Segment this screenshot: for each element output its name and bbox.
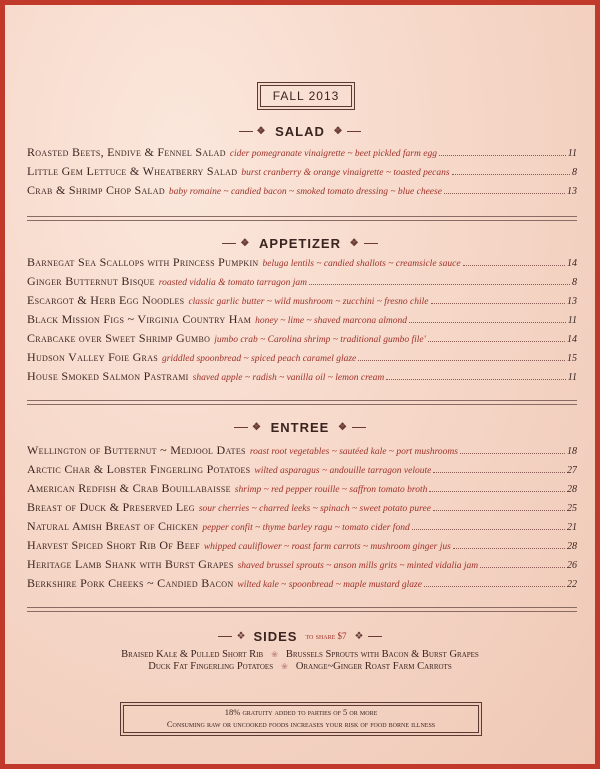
- section-title: SALAD: [275, 124, 325, 140]
- dish-name: Roasted Beets, Endive & Fennel Salad: [27, 145, 226, 159]
- dish-name: House Smoked Salmon Pastrami: [27, 369, 189, 383]
- dish-price: 27: [567, 465, 577, 476]
- leader-dots: [386, 379, 565, 380]
- menu-item: [27, 274, 577, 293]
- menu-item: [27, 331, 577, 350]
- ornament-line: [234, 427, 248, 428]
- sides-row: [5, 661, 595, 672]
- dish-price: 14: [567, 334, 577, 345]
- ornament-icon: ❖: [349, 238, 360, 250]
- leader-dots: [428, 341, 565, 342]
- menu-item: [27, 519, 577, 538]
- dish-price: 13: [567, 296, 577, 307]
- side-item: Braised Kale & Pulled Short Rib: [121, 649, 264, 660]
- menu-item: [27, 443, 577, 462]
- menu-item: [27, 500, 577, 519]
- dish-description: burst cranberry & orange vinaigrette ~ toasted pecans: [241, 168, 450, 178]
- dish-price: 28: [567, 541, 577, 552]
- dish-price: 21: [567, 522, 577, 533]
- dish-name: Ginger Butternut Bisque: [27, 274, 155, 288]
- dish-description: cider pomegranate vinaigrette ~ beet pickled farm egg: [229, 149, 437, 159]
- footer-notice: [123, 705, 479, 733]
- dish-name: Natural Amish Breast of Chicken: [27, 519, 199, 533]
- dish-price: 13: [567, 186, 577, 197]
- leader-dots: [480, 567, 565, 568]
- ornament-icon: ❖: [236, 630, 246, 642]
- dish-description: whipped cauliflower ~ roast farm carrots ~ mushroom ginger jus: [203, 542, 451, 552]
- ornament-line: [239, 131, 253, 132]
- sides-row: [5, 649, 595, 660]
- dish-price: 8: [572, 277, 577, 288]
- leader-dots: [460, 453, 565, 454]
- dish-name: Barnegat Sea Scallops with Princess Pumpkin: [27, 255, 259, 269]
- dish-description: classic garlic butter ~ wild mushroom ~ zucchini ~ fresno chile: [188, 297, 429, 307]
- dish-description: sour cherries ~ charred leeks ~ spinach ~ sweet potato puree: [198, 504, 431, 514]
- dish-name: Arctic Char & Lobster Fingerling Potatoes: [27, 462, 251, 476]
- separator-icon: ❀: [281, 662, 288, 671]
- leader-dots: [463, 265, 565, 266]
- section-heading-entree: [5, 419, 595, 437]
- dish-price: 11: [567, 315, 577, 326]
- dish-description: beluga lentils ~ candied shallots ~ creamsicle sauce: [262, 259, 461, 269]
- ornament-icon: ❖: [333, 126, 344, 138]
- leader-dots: [452, 174, 570, 175]
- dish-name: Black Mission Figs ~ Virginia Country Ham: [27, 312, 252, 326]
- leader-dots: [358, 360, 565, 361]
- dish-name: Crab & Shrimp Chop Salad: [27, 183, 165, 197]
- ornament-line: [352, 427, 366, 428]
- section-divider: [27, 607, 577, 612]
- dish-price: 22: [567, 579, 577, 590]
- ornament-line: [222, 243, 236, 244]
- dish-price: 18: [567, 446, 577, 457]
- dish-description: wilted asparagus ~ andouille tarragon veloute: [254, 466, 432, 476]
- ornament-icon: ❖: [240, 238, 251, 250]
- menu-item: [27, 183, 577, 202]
- menu-item: [27, 350, 577, 369]
- dish-price: 8: [572, 167, 577, 178]
- dish-description: baby romaine ~ candied bacon ~ smoked tomato dressing ~ blue cheese: [168, 187, 442, 197]
- dish-description: pepper confit ~ thyme barley ragu ~ tomato cider fond: [202, 523, 410, 533]
- dish-description: jumbo crab ~ Carolina shrimp ~ traditional gumbo file': [214, 335, 426, 345]
- dish-name: Wellington of Butternut ~ Medjool Dates: [27, 443, 246, 457]
- menu-item: [27, 145, 577, 164]
- dish-price: 26: [567, 560, 577, 571]
- dish-name: American Redfish & Crab Bouillabaisse: [27, 481, 231, 495]
- menu-page: [5, 5, 595, 764]
- dish-price: 14: [567, 258, 577, 269]
- menu-item: [27, 576, 577, 595]
- dish-description: roast root vegetables ~ sautéed kale ~ port mushrooms: [249, 447, 458, 457]
- leader-dots: [431, 303, 566, 304]
- ornament-line: [218, 636, 232, 637]
- gratuity-note: 18% gratuity added to parties of 5 or more: [224, 707, 378, 717]
- dish-description: griddled spoonbread ~ spiced peach caramel glaze: [162, 354, 357, 364]
- ornament-icon: ❖: [252, 422, 262, 434]
- menu-item: [27, 255, 577, 274]
- dish-price: 28: [567, 484, 577, 495]
- section-divider: [27, 216, 577, 221]
- dish-name: Breast of Duck & Preserved Leg: [27, 500, 195, 514]
- menu-item: [27, 293, 577, 312]
- entree-items: [27, 443, 577, 595]
- leader-dots: [444, 193, 565, 194]
- season-label: FALL 2013: [260, 85, 352, 107]
- salad-items: [27, 145, 577, 202]
- leader-dots: [424, 586, 565, 587]
- dish-description: roasted vidalia & tomato tarragon jam: [158, 278, 308, 288]
- dish-description: wilted kale ~ spoonbread ~ maple mustard glaze: [237, 580, 422, 590]
- dish-description: shaved brussel sprouts ~ anson mills grits ~ minted vidalia jam: [237, 561, 479, 571]
- menu-item: [27, 312, 577, 331]
- dish-price: 15: [567, 353, 577, 364]
- dish-price: 11: [567, 372, 577, 383]
- appetizer-items: [27, 255, 577, 388]
- section-heading-salad: [5, 123, 595, 141]
- menu-item: [27, 164, 577, 183]
- leader-dots: [429, 491, 565, 492]
- menu-item: [27, 557, 577, 576]
- dish-name: Escargot & Herb Egg Noodles: [27, 293, 185, 307]
- ornament-line: [347, 131, 361, 132]
- ornament-icon: ❖: [354, 630, 364, 642]
- section-title: ENTREE: [270, 420, 330, 436]
- leader-dots: [433, 510, 565, 511]
- consumption-warning: Consuming raw or uncooked foods increases your risk of food borne illness: [166, 719, 436, 729]
- section-divider: [27, 400, 577, 405]
- separator-icon: ❀: [271, 650, 278, 659]
- dish-name: Harvest Spiced Short Rib Of Beef: [27, 538, 200, 552]
- section-heading-sides: [5, 627, 595, 645]
- dish-name: Hudson Valley Foie Gras: [27, 350, 159, 364]
- dish-description: shrimp ~ red pepper rouille ~ saffron tomato broth: [234, 485, 428, 495]
- side-item: Brussels Sprouts with Bacon & Burst Grapes: [285, 649, 479, 660]
- leader-dots: [453, 548, 565, 549]
- section-heading-appetizer: [5, 235, 595, 253]
- ornament-line: [364, 243, 378, 244]
- ornament-line: [368, 636, 382, 637]
- section-title: SIDES: [253, 628, 298, 644]
- dish-price: 25: [567, 503, 577, 514]
- dish-description: honey ~ lime ~ shaved marcona almond: [255, 316, 408, 326]
- menu-item: [27, 481, 577, 500]
- sides-price-note: to share $7: [305, 631, 347, 642]
- leader-dots: [309, 284, 570, 285]
- ornament-icon: ❖: [256, 126, 267, 138]
- menu-item: [27, 462, 577, 481]
- section-title: APPETIZER: [259, 236, 341, 252]
- menu-item: [27, 369, 577, 388]
- dish-price: 11: [567, 148, 577, 159]
- menu-item: [27, 538, 577, 557]
- leader-dots: [433, 472, 565, 473]
- side-item: Duck Fat Fingerling Potatoes: [148, 661, 274, 672]
- leader-dots: [409, 322, 566, 323]
- leader-dots: [439, 155, 566, 156]
- dish-name: Crabcake over Sweet Shrimp Gumbo: [27, 331, 211, 345]
- side-item: Orange~Ginger Roast Farm Carrots: [295, 661, 452, 672]
- dish-description: shaved apple ~ radish ~ vanilla oil ~ lemon cream: [192, 373, 385, 383]
- dish-name: Little Gem Lettuce & Wheatberry Salad: [27, 164, 238, 178]
- ornament-icon: ❖: [337, 422, 348, 434]
- leader-dots: [412, 529, 565, 530]
- dish-name: Berkshire Pork Cheeks ~ Candied Bacon: [27, 576, 234, 590]
- dish-name: Heritage Lamb Shank with Burst Grapes: [27, 557, 234, 571]
